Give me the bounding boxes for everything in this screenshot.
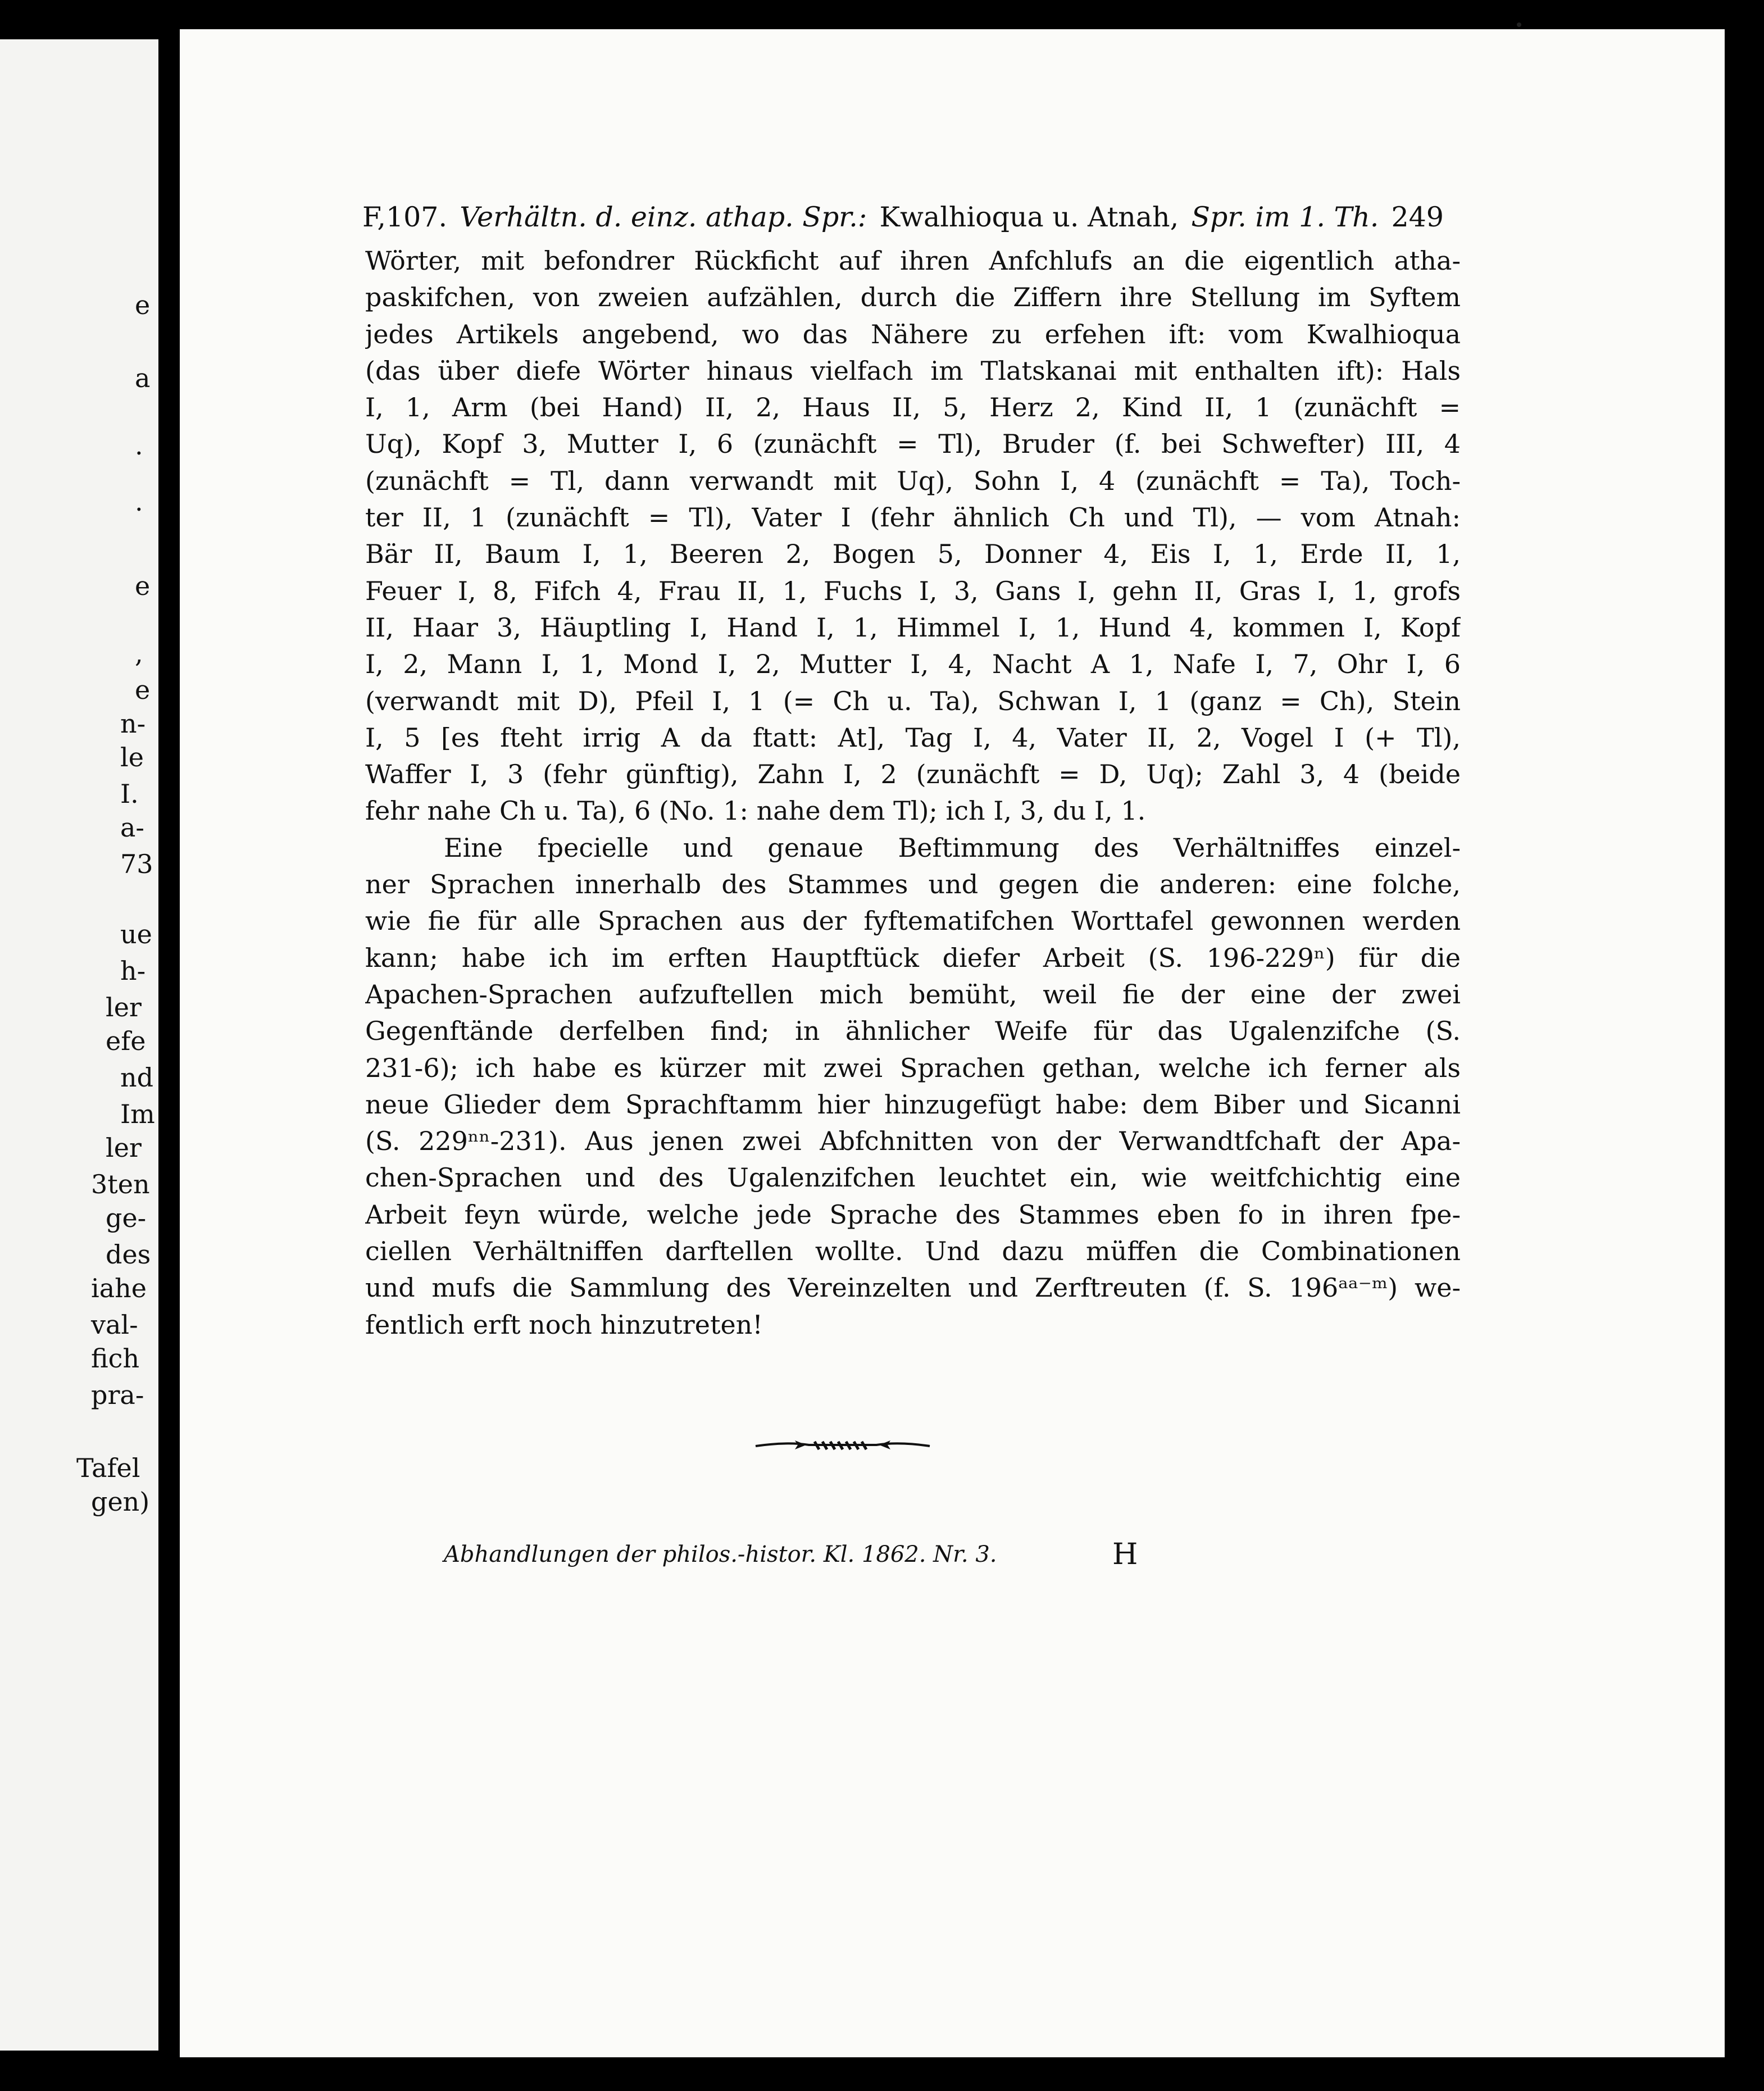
body-line: neue Glieder dem Sprachftamm hier hinzugefügt habe: dem Biber und Sicanni bbox=[365, 1089, 1461, 1120]
main-page bbox=[180, 29, 1725, 2057]
body-line: und mufs die Sammlung des Vereinzelten und Zerftreuten (f. S. 196ᵃᵃ⁻ᵐ) we- bbox=[365, 1272, 1461, 1303]
body-line: fehr nahe Ch u. Ta), 6 (No. 1: nahe dem Tl); ich I, 3, du I, 1. bbox=[365, 796, 1146, 826]
left-page-fragment: h- bbox=[120, 956, 146, 986]
left-page-fragment: Im bbox=[120, 1099, 155, 1129]
left-page-fragment: . bbox=[135, 430, 143, 461]
left-page-fragment: val- bbox=[91, 1310, 138, 1340]
body-line: jedes Artikels angebend, wo das Nähere zu erfehen ift: vom Kwalhioqua bbox=[365, 319, 1461, 349]
left-page-fragment: 3ten bbox=[91, 1169, 150, 1199]
body-line: Bär II, Baum I, 1, Beeren 2, Bogen 5, Donner 4, Eis I, 1, Erde II, 1, bbox=[365, 539, 1461, 570]
left-page-fragment: fich bbox=[91, 1343, 140, 1374]
body-line: I, 5 [es fteht irrig A da ftatt: At], Tag I, 4, Vater II, 2, Vogel I (+ Tl), bbox=[365, 722, 1461, 753]
body-line: fentlich erft noch hinzutreten! bbox=[365, 1309, 763, 1340]
left-page-fragment: des bbox=[106, 1239, 151, 1270]
body-line: paskifchen, von zweien aufzählen, durch die Ziffern ihre Stellung im Syftem bbox=[365, 282, 1461, 313]
left-page-fragment: e bbox=[135, 290, 151, 320]
left-page-fragment: e bbox=[135, 571, 151, 601]
body-line: I, 2, Mann I, 1, Mond I, 2, Mutter I, 4, Nacht A 1, Nafe I, 7, Ohr I, 6 bbox=[365, 649, 1461, 680]
left-page-fragment: ler bbox=[106, 992, 142, 1022]
left-page-fragment: gen) bbox=[91, 1487, 150, 1517]
left-page-fragment: ler bbox=[106, 1133, 142, 1163]
body-line: kann; habe ich im erften Hauptftück diefer Arbeit (S. 196-229ⁿ) für die bbox=[365, 942, 1461, 973]
body-line: ter II, 1 (zunächft = Tl), Vater I (fehr ähnlich Ch und Tl), — vom Atnah: bbox=[365, 502, 1461, 533]
page-number: 249 bbox=[1391, 201, 1444, 233]
body-line: ciellen Verhältniffen darftellen wollte. Und dazu müffen die Combinationen bbox=[365, 1236, 1461, 1267]
body-line: ner Sprachen innerhalb des Stammes und gegen die anderen: eine folche, bbox=[365, 869, 1461, 900]
body-line: Gegenftände derfelben find; in ähnlicher Weife für das Ugalenzifche (S. bbox=[365, 1016, 1461, 1047]
left-page-fragment: nd bbox=[120, 1062, 154, 1093]
left-page-fragment: e bbox=[135, 675, 151, 705]
left-page-fragment: a bbox=[135, 363, 151, 393]
header-title: Verhältn. d. einz. athap. Spr.: bbox=[460, 201, 867, 233]
left-page-fragment: ge- bbox=[106, 1203, 147, 1233]
left-page-fragment: I. bbox=[120, 779, 139, 809]
body-line: Waffer I, 3 (fehr günftig), Zahn I, 2 (zunächft = D, Uq); Zahl 3, 4 (beide bbox=[365, 759, 1461, 790]
body-line: (verwandt mit D), Pfeil I, 1 (= Ch u. Ta), Schwan I, 1 (ganz = Ch), Stein bbox=[365, 685, 1461, 716]
header-subject: Kwalhioqua u. Atnah, bbox=[879, 201, 1179, 233]
body-line: II, Haar 3, Häuptling I, Hand I, 1, Himmel I, 1, Hund 4, kommen I, Kopf bbox=[365, 612, 1461, 643]
body-line: (S. 229ⁿⁿ-231). Aus jenen zwei Abfchnitten von der Verwandtfchaft der Apa- bbox=[365, 1126, 1461, 1157]
left-page-fragment: a- bbox=[120, 812, 144, 843]
body-text bbox=[365, 243, 1461, 1343]
body-line: I, 1, Arm (bei Hand) II, 2, Haus II, 5, Herz 2, Kind II, 1 (zunächft = bbox=[365, 392, 1461, 423]
left-page-fragment: , bbox=[135, 638, 143, 669]
left-page-edge bbox=[0, 39, 158, 2051]
header-ref: F,107. bbox=[362, 201, 448, 233]
left-page-fragment: efe bbox=[106, 1026, 146, 1056]
running-header bbox=[362, 201, 1444, 234]
left-page-fragment: ue bbox=[120, 919, 152, 949]
left-page-fragment: le bbox=[120, 742, 144, 772]
left-page-fragment: 73 bbox=[120, 849, 153, 879]
body-line: Wörter, mit befondrer Rückficht auf ihren Anfchlufs an die eigentlich atha- bbox=[365, 246, 1461, 276]
ornament-divider-icon bbox=[753, 1434, 933, 1456]
left-page-fragment: iahe bbox=[91, 1273, 147, 1303]
left-page-fragment: Tafel bbox=[76, 1453, 140, 1483]
body-line: Apachen-Sprachen aufzuftellen mich bemüht, weil fie der eine der zwei bbox=[365, 979, 1461, 1010]
body-line: Eine fpecielle und genaue Beftimmung des Verhältniffes einzel- bbox=[444, 832, 1461, 863]
body-line: (zunächft = Tl, dann verwandt mit Uq), Sohn I, 4 (zunächft = Ta), Toch- bbox=[365, 465, 1461, 496]
body-line: Uq), Kopf 3, Mutter I, 6 (zunächft = Tl), Bruder (f. bei Schwefter) III, 4 bbox=[365, 429, 1461, 460]
left-page-fragment: . bbox=[135, 487, 143, 517]
left-page-fragment: pra- bbox=[91, 1380, 144, 1410]
dust-speck bbox=[1517, 22, 1521, 27]
footer-source: Abhandlungen der philos.-histor. Kl. 1862. Nr. 3. bbox=[444, 1542, 997, 1567]
body-line: chen-Sprachen und des Ugalenzifchen leuchtet ein, wie weitfchichtig eine bbox=[365, 1162, 1461, 1193]
body-line: Feuer I, 8, Fifch 4, Frau II, 1, Fuchs I, 3, Gans I, gehn II, Gras I, 1, grofs bbox=[365, 575, 1461, 606]
header-part: Spr. im 1. Th. bbox=[1191, 201, 1379, 233]
body-line: 231-6); ich habe es kürzer mit zwei Sprachen gethan, welche ich ferner als bbox=[365, 1052, 1461, 1083]
footer-signature: H bbox=[1112, 1538, 1138, 1571]
body-line: (das über diefe Wörter hinaus vielfach im Tlatskanai mit enthalten ift): Hals bbox=[365, 355, 1461, 386]
body-line: wie fie für alle Sprachen aus der fyftematifchen Worttafel gewonnen werden bbox=[365, 906, 1461, 937]
body-line: Arbeit feyn würde, welche jede Sprache des Stammes eben fo in ihren fpe- bbox=[365, 1199, 1461, 1230]
left-page-fragment: n- bbox=[120, 708, 146, 739]
